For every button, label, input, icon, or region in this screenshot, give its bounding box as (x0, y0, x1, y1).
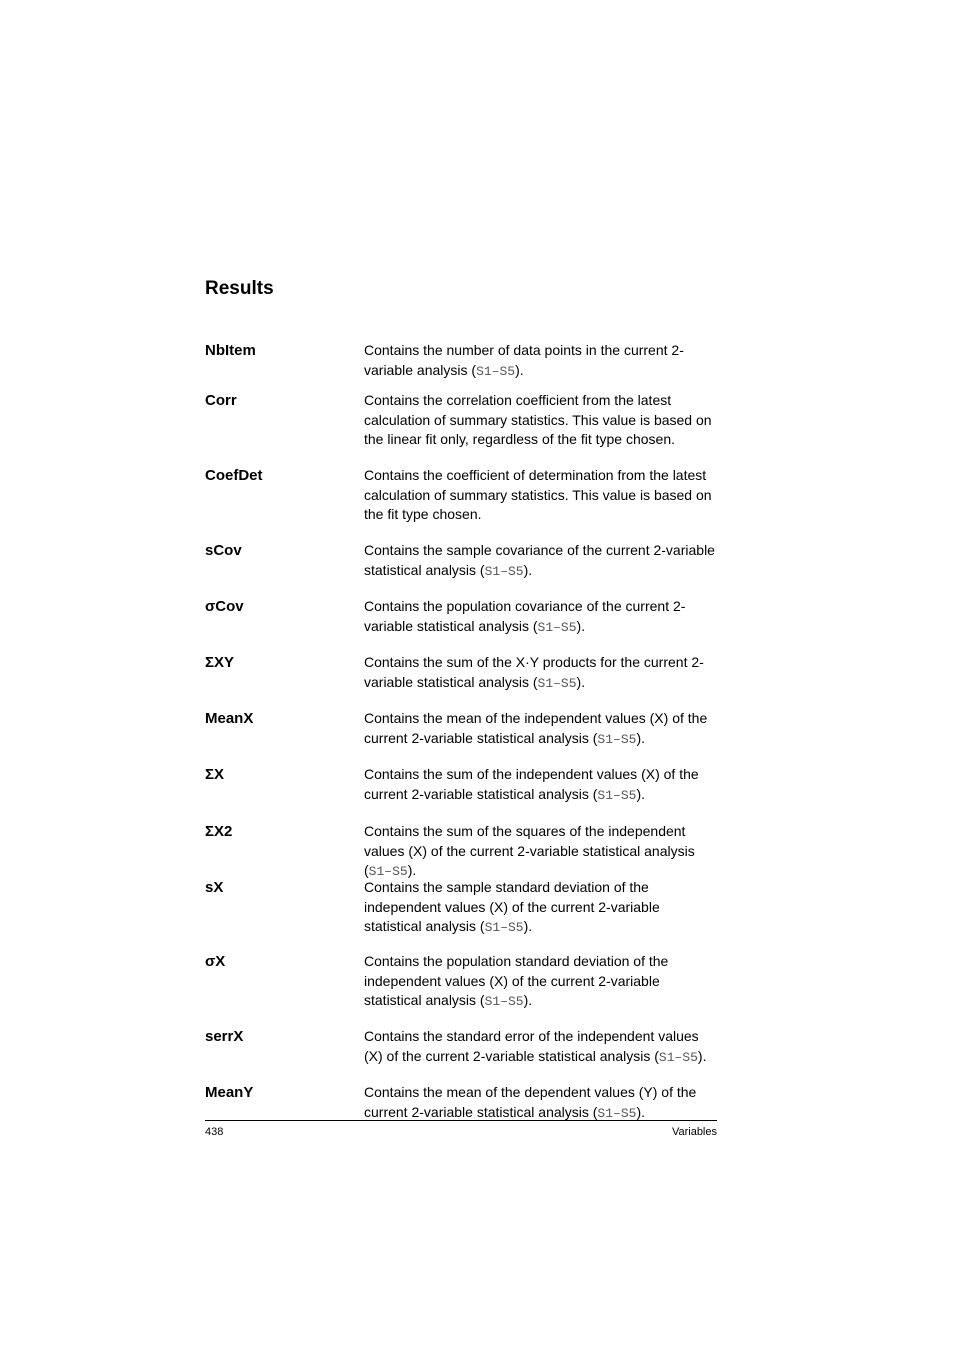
entry-term: serrX (205, 1028, 244, 1045)
entry-description-text: Contains the sum of the squares of the independent values (X) of the current 2-variable statistical analysis ( (364, 823, 695, 878)
section-title: Results (205, 278, 274, 299)
entry-description (364, 952, 716, 1012)
entry-description-text: Contains the standard error of the independent values (X) of the current 2-variable statistical analysis ( (364, 1028, 699, 1064)
entry-description-text: Contains the sum of the independent values (X) of the current 2-variable statistical analysis ( (364, 766, 699, 802)
entry-description-tail: ). (515, 361, 524, 378)
entry-code: S1–S5 (476, 363, 516, 379)
entry-description-text: Contains the mean of the independent values (X) of the current 2-variable statistical analysis ( (364, 710, 708, 746)
entry-term: CoefDet (205, 467, 263, 484)
entry-description-tail: ). (523, 918, 533, 934)
entry-description (364, 878, 716, 938)
entry-description (364, 822, 716, 882)
entry-description-tail: ). (636, 729, 645, 746)
entry-term: Corr (205, 392, 237, 409)
entry-code: S1–S5 (597, 1105, 637, 1121)
entry-description-tail: ). (523, 992, 533, 1008)
entry-description-tail: ). (576, 673, 586, 690)
entry-description (364, 597, 716, 637)
entry-description (364, 541, 716, 581)
footer-divider (205, 1120, 717, 1121)
entry-description-tail: ). (523, 561, 533, 578)
page-number: 438 (205, 1126, 224, 1138)
entry-description-text: Contains the sum of the X·Y products for the current 2-variable statistical analysis ( (364, 654, 704, 690)
entry-description-tail: ). (636, 785, 645, 802)
entry-code: S1–S5 (484, 563, 524, 579)
entry-code: S1–S5 (484, 994, 524, 1009)
page-content (205, 277, 717, 1121)
chapter-title: Variables (671, 1126, 717, 1138)
entry-description (364, 709, 716, 749)
entry-code: S1–S5 (597, 731, 637, 747)
entry-term: NbItem (205, 342, 256, 359)
entry-description-text: Contains the sample covariance of the current 2-variable statistical analysis ( (364, 542, 715, 578)
entry-description-text: Contains the population covariance of the current 2-variable statistical analysis ( (364, 598, 686, 634)
entry-term: sCov (205, 542, 242, 559)
entry-description-tail: ). (576, 617, 586, 634)
entry-description (364, 1083, 716, 1123)
entry-description-text: Contains the coefficient of determination from the latest calculation of summary statistics. This value is based on the fit type chosen. (364, 467, 712, 522)
entry-term: MeanY (205, 1084, 254, 1101)
entry-description (364, 1027, 716, 1067)
entry-term: sX (205, 879, 224, 896)
entry-description (364, 391, 716, 451)
entry-description (364, 653, 716, 693)
entry-description (364, 341, 716, 381)
entry-term: ΣX2 (205, 823, 233, 840)
entry-code: S1–S5 (658, 1049, 698, 1065)
entry-description-text: Contains the sample standard deviation of the independent values (X) of the current 2-variable statistical analysis ( (364, 879, 660, 934)
entry-code: S1–S5 (597, 787, 637, 803)
entry-code: S1–S5 (484, 920, 524, 935)
entry-description-tail: ). (636, 1103, 645, 1120)
entry-description-tail: ). (697, 1047, 707, 1064)
entry-term: ΣX (205, 766, 225, 783)
entry-code: S1–S5 (537, 619, 577, 635)
entry-description-text: Contains the mean of the dependent values (Y) of the current 2-variable statistical analysis ( (364, 1084, 697, 1120)
entry-description-tail: ). (407, 862, 417, 878)
entry-description-text: Contains the number of data points in the current 2-variable analysis ( (364, 342, 684, 378)
entry-code: S1–S5 (537, 675, 577, 691)
entry-code: S1–S5 (368, 864, 408, 879)
entry-term: σX (205, 953, 226, 970)
entry-description-text: Contains the population standard deviation of the independent values (X) of the current 2-variable statistical analysis ( (364, 953, 669, 1008)
entry-description (364, 765, 716, 805)
entry-description (364, 466, 716, 526)
entry-term: ΣXY (205, 654, 235, 671)
entry-term: MeanX (205, 710, 254, 727)
entry-description-text: Contains the correlation coefficient from the latest calculation of summary statistics. This value is based on the linear fit only, regardless of the fit type chosen. (364, 392, 712, 447)
entry-term: σCov (205, 598, 244, 615)
